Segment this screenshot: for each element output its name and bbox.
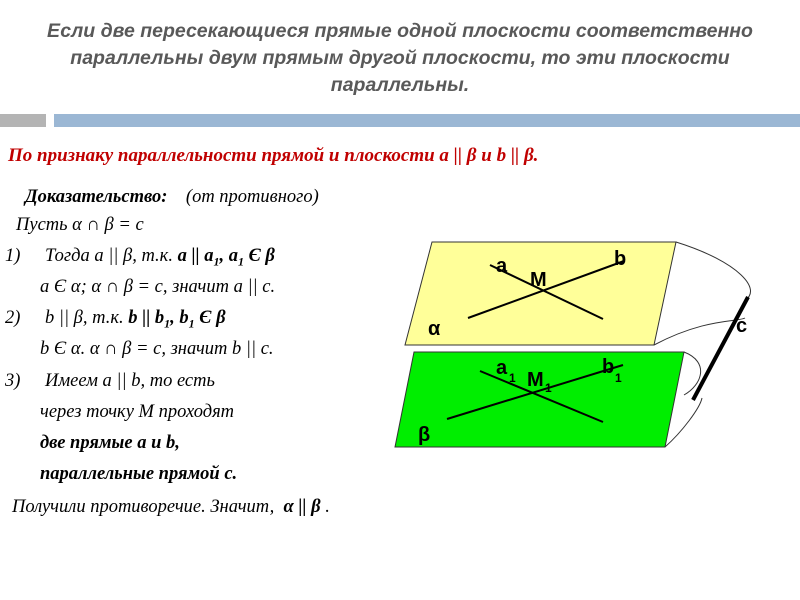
- label-b1: b: [602, 356, 615, 378]
- proof-heading: Доказательство:: [25, 187, 168, 207]
- plane-alpha: [405, 242, 676, 345]
- label-beta: β: [418, 424, 431, 446]
- proof-let-line: Пусть α ∩ β = с: [16, 215, 144, 235]
- step3-line4: параллельные прямой с.: [40, 464, 238, 484]
- label-M1-sub: 1: [545, 381, 552, 395]
- step2-text: b || β, т.к.: [45, 308, 124, 328]
- step3-line1: Имеем а || b, то есть: [45, 371, 215, 391]
- plane-beta: [395, 352, 684, 447]
- label-alpha: α: [428, 318, 441, 340]
- label-b1-sub: 1: [615, 371, 622, 385]
- arc-top: [676, 242, 751, 300]
- step1-continuation: а Є α; α ∩ β = с, значит а || с.: [40, 277, 276, 297]
- step2-bold: b || $b_1$, $b_1$ Є β: [128, 308, 226, 331]
- label-a1: a: [496, 357, 508, 379]
- label-a1-sub: 1: [509, 371, 516, 385]
- step3-number: 3): [5, 371, 21, 391]
- conclusion-end: .: [320, 497, 330, 517]
- step1-number: 1): [5, 246, 21, 266]
- theorem-statement: По признаку параллельности прямой и плоскости a || β и b || β.: [8, 145, 539, 166]
- label-M: M: [530, 269, 547, 291]
- step3-line3: две прямые а и b,: [40, 433, 180, 453]
- label-M1: M: [527, 369, 544, 391]
- proof-method: (от противного): [185, 187, 319, 207]
- conclusion-bold: α || β: [283, 497, 321, 517]
- step1-text: Тогда а || β, т.к.: [45, 246, 173, 266]
- slide-title: Если две пересекающиеся прямые одной плоскости соответственно параллельны двум прямым другой плоскости, то эти плоскости параллельны.: [47, 20, 753, 96]
- label-a: a: [496, 255, 508, 277]
- label-b: b: [614, 248, 627, 270]
- step1-bold: а || $а_1$, $а_1$ Є β: [177, 246, 275, 269]
- label-c: c: [736, 315, 748, 337]
- step3-line2: через точку М проходят: [40, 402, 235, 422]
- step2-continuation: b Є α. α ∩ β = с, значит b || с.: [40, 339, 274, 359]
- conclusion-text: Получили противоречие. Значит,: [12, 497, 275, 517]
- step2-number: 2): [5, 308, 21, 328]
- line-c: [693, 297, 748, 400]
